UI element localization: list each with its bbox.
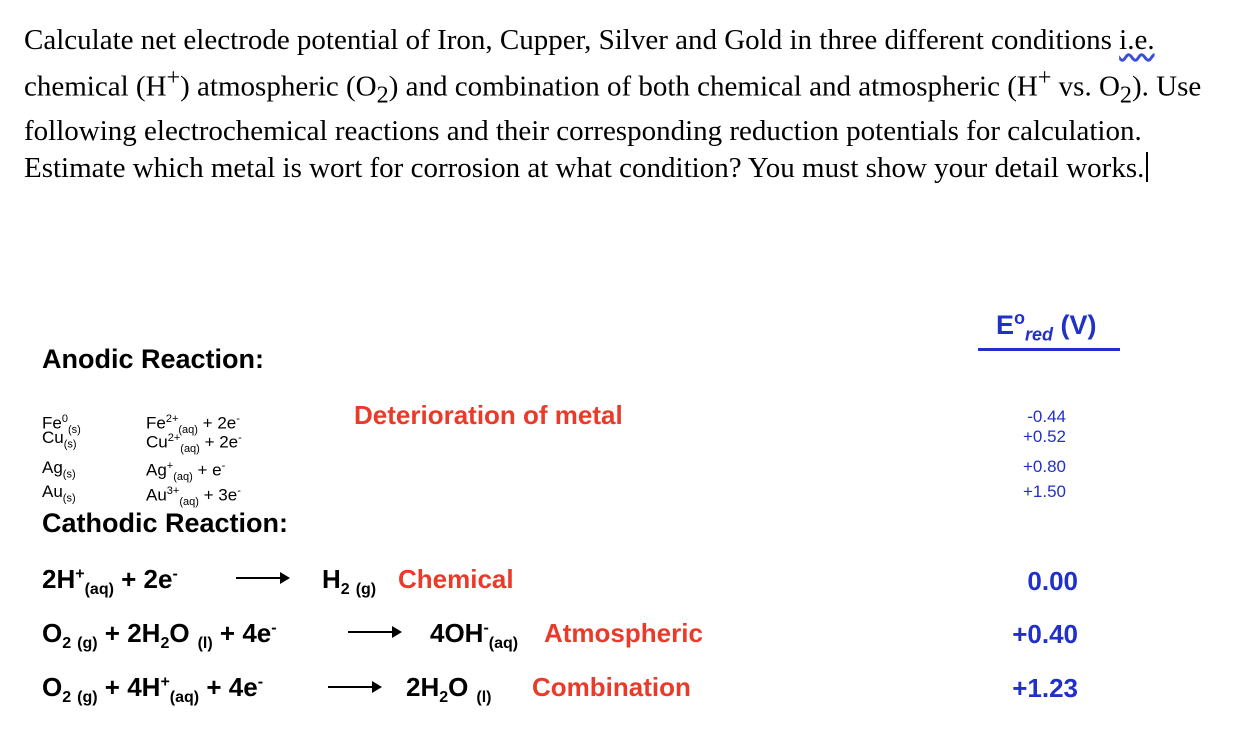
anodic-potential-fe: -0.44	[1027, 407, 1066, 426]
anodic-row-fe: $Fe^0_{(s)}$	[42, 413, 81, 437]
cathodic-product-chemical: $H_2$ $_{(g)}$	[322, 564, 377, 599]
cathodic-title: Cathodic Reaction:	[42, 508, 289, 538]
anodic-row-au: $Au_{(s)}$	[42, 482, 76, 505]
cathodic-potential-combination: +1.23	[1012, 673, 1078, 703]
anodic-product-ag: $Ag^+_{(aq)} + e^-$	[146, 460, 226, 484]
ie-abbreviation: i.e.	[1119, 24, 1155, 56]
anodic-potential-au: +1.50	[1022, 482, 1066, 501]
question-text: Calculate net electrode potential of Iron, Cupper, Silver and Gold in three different conditions i.e. chemical (H+) atmospheric $(O_2)$ and combination of both chemical and atmospheric (H+ vs. $O_2$). Use following electrochemical reactions and their corresponding reduction potentials for calculation. Estimate which metal is wort for corrosion at what condition? You must show your detail works.	[24, 24, 1202, 185]
potential-header: $E^o_{red}$ (V)	[996, 308, 1097, 345]
anodic-product-cu: $Cu^{2+}_{(aq)} + 2e^-$	[146, 432, 242, 456]
anodic-potential-ag: +0.80	[1022, 457, 1066, 476]
potential-header-underline	[978, 348, 1120, 351]
reaction-arrow	[328, 686, 380, 688]
cathodic-label-atmospheric: Atmospheric	[544, 618, 703, 648]
cathodic-product-combination: $2H_2O$ $_{(l)}$	[406, 672, 492, 707]
reaction-arrow	[348, 631, 400, 633]
anodic-product-au: $Au^{3+}_{(aq)} + 3e^-$	[146, 485, 241, 509]
text-cursor	[1146, 152, 1148, 182]
anodic-row-cu: $Cu_{(s)}$	[42, 428, 77, 451]
anodic-title: Anodic Reaction:	[42, 344, 265, 374]
cathodic-reactants-combination: $O_2$ $_{(g)} + 4H^+_{(aq)} + 4e^-$	[42, 672, 264, 707]
cathodic-potential-chemical: 0.00	[1027, 566, 1078, 596]
reaction-arrow	[236, 577, 288, 579]
cathodic-product-atmospheric: $4OH^-_{(aq)}$	[430, 618, 519, 653]
cathodic-reactants-chemical: $2H^+_{(aq)} + 2e^-$	[42, 564, 178, 599]
anodic-product-fe: $Fe^{2+}_{(aq)} + 2e^-$	[146, 413, 240, 437]
anodic-row-ag: $Ag_{(s)}$	[42, 458, 76, 481]
cathodic-reactants-atmospheric: $O_2$ $_{(g)} + 2H_2O$ $_{(l)}$ + 4e-	[42, 618, 277, 653]
anodic-potential-cu: +0.52	[1022, 427, 1066, 446]
cathodic-potential-atmospheric: +0.40	[1012, 619, 1078, 649]
cathodic-label-combination: Combination	[532, 672, 691, 702]
cathodic-label-chemical: Chemical	[398, 564, 514, 594]
anodic-label: Deterioration of metal	[354, 400, 623, 430]
